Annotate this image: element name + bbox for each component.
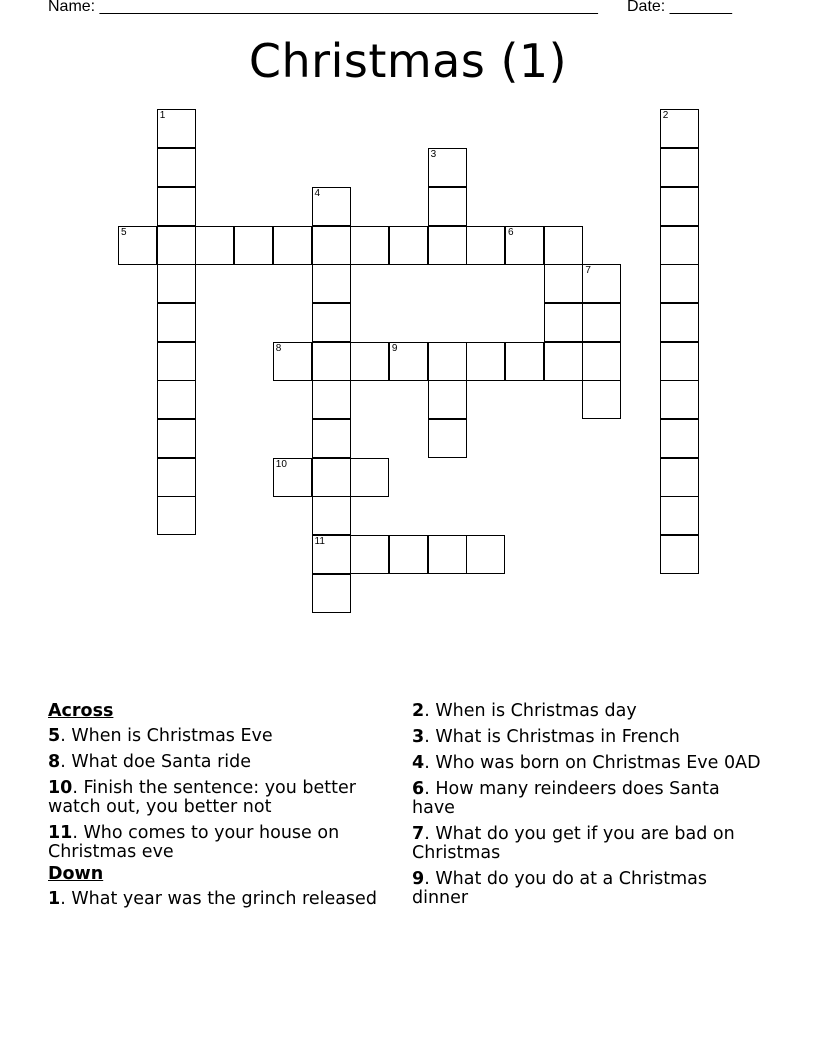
grid-cell[interactable] bbox=[466, 535, 505, 574]
clue-number-label: 4 bbox=[314, 187, 321, 199]
grid-cell[interactable] bbox=[157, 458, 196, 497]
date-field-label: Date: _______ bbox=[627, 0, 732, 15]
grid-cell[interactable] bbox=[389, 226, 428, 265]
grid-cell[interactable] bbox=[312, 496, 351, 535]
clue-number-label: 1 bbox=[159, 110, 166, 122]
grid-cell[interactable] bbox=[350, 342, 389, 381]
clue-item bbox=[412, 754, 762, 773]
grid-cell[interactable] bbox=[350, 535, 389, 574]
grid-cell[interactable] bbox=[312, 535, 351, 574]
clue-text: What do you do at a Christmas dinner bbox=[412, 869, 708, 908]
puzzle-title: Christmas (1) bbox=[248, 34, 568, 88]
clue-separator: . bbox=[424, 753, 436, 773]
grid-cell[interactable] bbox=[544, 264, 583, 303]
grid-cell[interactable] bbox=[157, 109, 196, 148]
clue-number: 4 bbox=[412, 753, 425, 773]
clue-item bbox=[48, 727, 398, 746]
grid-cell[interactable] bbox=[157, 187, 196, 226]
grid-cell[interactable] bbox=[273, 226, 312, 265]
grid-cell[interactable] bbox=[466, 226, 505, 265]
grid-cell[interactable] bbox=[389, 342, 428, 381]
grid-cell[interactable] bbox=[157, 303, 196, 342]
clue-number: 5 bbox=[48, 726, 61, 746]
clue-number-label: 5 bbox=[121, 226, 127, 238]
clue-number-label: 3 bbox=[430, 149, 437, 161]
grid-cell[interactable] bbox=[660, 342, 699, 381]
down-clue-list-left bbox=[48, 890, 398, 909]
grid-cell[interactable] bbox=[157, 264, 196, 303]
clue-text: What year was the grinch released bbox=[71, 889, 377, 909]
grid-cell[interactable] bbox=[544, 342, 583, 381]
clue-number: 9 bbox=[412, 869, 425, 889]
grid-cell[interactable] bbox=[312, 574, 351, 613]
grid-cell[interactable] bbox=[466, 342, 505, 381]
grid-cell[interactable] bbox=[312, 303, 351, 342]
clue-number: 2 bbox=[412, 701, 425, 721]
grid-cell[interactable] bbox=[428, 380, 467, 419]
grid-cell[interactable] bbox=[660, 109, 699, 148]
clue-separator: . bbox=[60, 726, 72, 746]
grid-cell[interactable] bbox=[312, 342, 351, 381]
down-heading: Down bbox=[48, 864, 104, 884]
clue-number-label: 2 bbox=[662, 110, 669, 122]
grid-cell[interactable] bbox=[660, 226, 699, 265]
clues-column-right bbox=[412, 702, 762, 915]
grid-cell[interactable] bbox=[544, 303, 583, 342]
grid-cell[interactable] bbox=[660, 496, 699, 535]
clue-separator: . bbox=[424, 824, 436, 844]
clue-separator: . bbox=[424, 779, 436, 799]
grid-cell[interactable] bbox=[157, 496, 196, 535]
grid-cell[interactable] bbox=[350, 226, 389, 265]
clue-separator: . bbox=[424, 869, 436, 889]
grid-cell[interactable] bbox=[312, 419, 351, 458]
clue-text: Who comes to your house on Christmas eve bbox=[48, 823, 340, 862]
clue-item bbox=[412, 702, 762, 721]
down-clue-list-right bbox=[412, 702, 762, 908]
clue-item bbox=[412, 870, 762, 908]
clue-separator: . bbox=[60, 889, 72, 909]
clue-number-label: 7 bbox=[585, 265, 591, 277]
grid-cell[interactable] bbox=[234, 226, 273, 265]
across-heading: Across bbox=[48, 701, 114, 721]
clue-number-label: 9 bbox=[391, 342, 398, 354]
clue-number: 7 bbox=[412, 824, 425, 844]
clue-number: 3 bbox=[412, 727, 425, 747]
clue-item bbox=[48, 779, 398, 817]
clue-separator: . bbox=[424, 701, 436, 721]
clue-separator: . bbox=[72, 778, 84, 798]
clue-text: What is Christmas in French bbox=[435, 727, 680, 747]
clue-number: 6 bbox=[412, 779, 425, 799]
grid-cell[interactable] bbox=[428, 148, 467, 187]
name-field-label: Name: ________________________________________________________ bbox=[48, 0, 598, 15]
grid-cell[interactable] bbox=[582, 342, 621, 381]
clue-text: When is Christmas Eve bbox=[71, 726, 273, 746]
grid-cell[interactable] bbox=[505, 226, 544, 265]
grid-cell[interactable] bbox=[273, 342, 312, 381]
grid-cell[interactable] bbox=[660, 380, 699, 419]
grid-cell[interactable] bbox=[157, 380, 196, 419]
clue-number: 1 bbox=[48, 889, 61, 909]
clue-text: What doe Santa ride bbox=[71, 752, 252, 772]
clue-separator: . bbox=[60, 752, 72, 772]
grid-cell[interactable] bbox=[157, 226, 196, 265]
clues-column-left bbox=[48, 702, 398, 916]
clue-number-label: 10 bbox=[275, 458, 287, 470]
grid-cell[interactable] bbox=[312, 187, 351, 226]
grid-cell[interactable] bbox=[312, 458, 351, 497]
clue-item bbox=[48, 753, 398, 772]
clue-item bbox=[48, 824, 398, 862]
clue-text: When is Christmas day bbox=[435, 701, 637, 721]
clue-item bbox=[412, 780, 762, 818]
grid-cell[interactable] bbox=[157, 419, 196, 458]
clue-number: 8 bbox=[48, 752, 61, 772]
grid-cell[interactable] bbox=[660, 303, 699, 342]
grid-cell[interactable] bbox=[660, 535, 699, 574]
grid-cell[interactable] bbox=[582, 380, 621, 419]
clue-item bbox=[412, 728, 762, 747]
grid-cell[interactable] bbox=[312, 264, 351, 303]
grid-cell[interactable] bbox=[195, 226, 234, 265]
clue-number: 11 bbox=[48, 823, 73, 843]
clue-number-label: 6 bbox=[508, 226, 514, 238]
clue-item bbox=[412, 825, 762, 863]
grid-cell[interactable] bbox=[428, 342, 467, 381]
clue-text: What do you get if you are bad on Christmas bbox=[412, 824, 735, 863]
grid-cell[interactable] bbox=[350, 458, 389, 497]
clue-item bbox=[48, 890, 398, 909]
clue-separator: . bbox=[72, 823, 84, 843]
grid-cell[interactable] bbox=[505, 342, 544, 381]
grid-cell[interactable] bbox=[660, 187, 699, 226]
grid-cell[interactable] bbox=[389, 535, 428, 574]
grid-cell[interactable] bbox=[582, 264, 621, 303]
grid-cell[interactable] bbox=[428, 187, 467, 226]
grid-cell[interactable] bbox=[157, 148, 196, 187]
grid-cell[interactable] bbox=[544, 226, 583, 265]
clue-number-label: 8 bbox=[275, 342, 282, 354]
clue-text: Finish the sentence: you better watch out, you better not bbox=[48, 778, 356, 817]
grid-cell[interactable] bbox=[582, 303, 621, 342]
across-clue-list bbox=[48, 727, 398, 862]
grid-cell[interactable] bbox=[428, 535, 467, 574]
clue-number: 10 bbox=[48, 778, 73, 798]
grid-cell[interactable] bbox=[273, 458, 312, 497]
grid-cell[interactable] bbox=[312, 226, 351, 265]
clue-text: Who was born on Christmas Eve 0AD bbox=[435, 753, 761, 773]
grid-cell[interactable] bbox=[660, 419, 699, 458]
grid-cell[interactable] bbox=[312, 380, 351, 419]
grid-cell[interactable] bbox=[660, 264, 699, 303]
grid-cell[interactable] bbox=[428, 226, 467, 265]
grid-cell[interactable] bbox=[118, 226, 157, 265]
grid-cell[interactable] bbox=[660, 458, 699, 497]
grid-cell[interactable] bbox=[428, 419, 467, 458]
clue-separator: . bbox=[424, 727, 436, 747]
grid-cell[interactable] bbox=[660, 148, 699, 187]
clue-text: How many reindeers does Santa have bbox=[412, 779, 720, 818]
clue-number-label: 11 bbox=[314, 536, 325, 548]
grid-cell[interactable] bbox=[157, 342, 196, 381]
